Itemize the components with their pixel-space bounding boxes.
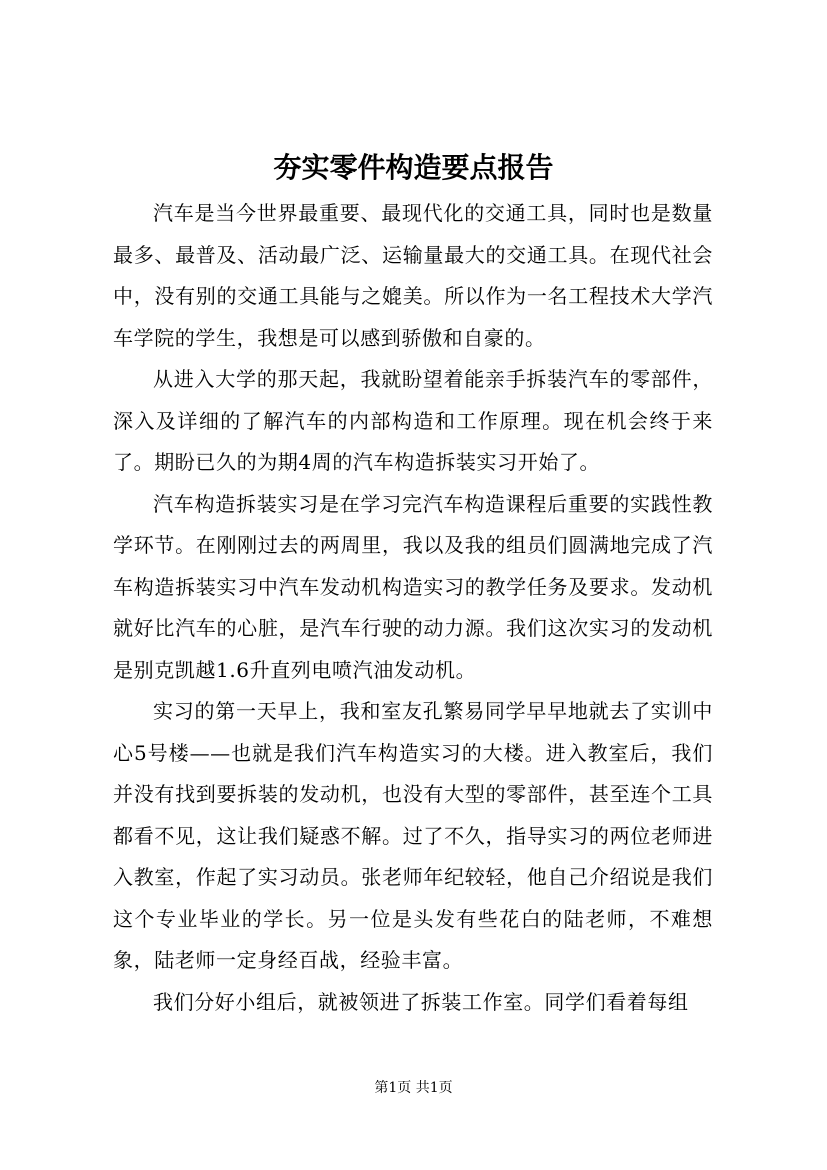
paragraph-5: 我们分好小组后，就被领进了拆装工作室。同学们看着每组 bbox=[153, 989, 689, 1014]
document-body bbox=[113, 193, 713, 1023]
paragraph-2: 从进入大学的那天起，我就盼望着能亲手拆装汽车的零部件，深入及详细的了解汽车的内部构造和工作原理。现在机会终于来了。期盼已久的为期4周的汽车构造拆装实习开始了。 bbox=[113, 367, 713, 474]
paragraph-4: 实习的第一天早上，我和室友孔繁易同学早早地就去了实训中心5号楼——也就是我们汽车构造实习的大楼。进入教室后，我们并没有找到要拆装的发动机，也没有大型的零部件，甚至连个工具都看不见，这让我们疑惑不解。过了不久，指导实习的两位老师进入教室，作起了实习动员。张老师年纪较轻，他自己介绍说是我们这个专业毕业的学长。另一位是头发有些花白的陆老师，不难想象，陆老师一定身经百战，经验丰富。 bbox=[113, 699, 713, 972]
paragraph-1: 汽车是当今世界最重要、最现代化的交通工具，同时也是数量最多、最普及、活动最广泛、运输量最大的交通工具。在现代社会中，没有别的交通工具能与之媲美。所以作为一名工程技术大学汽车学院的学生，我想是可以感到骄傲和自豪的。 bbox=[113, 201, 713, 350]
paragraph-3: 汽车构造拆装实习是在学习完汽车构造课程后重要的实践性教学环节。在刚刚过去的两周里，我以及我的组员们圆满地完成了汽车构造拆装实习中汽车发动机构造实习的教学任务及要求。发动机就好比汽车的心脏，是汽车行驶的动力源。我们这次实习的发动机是别克凯越1.6升直列电喷汽油发动机。 bbox=[113, 491, 713, 682]
document-title: 夯实零件构造要点报告 bbox=[273, 151, 554, 184]
page-number-footer: 第1页 共1页 bbox=[374, 1080, 453, 1096]
